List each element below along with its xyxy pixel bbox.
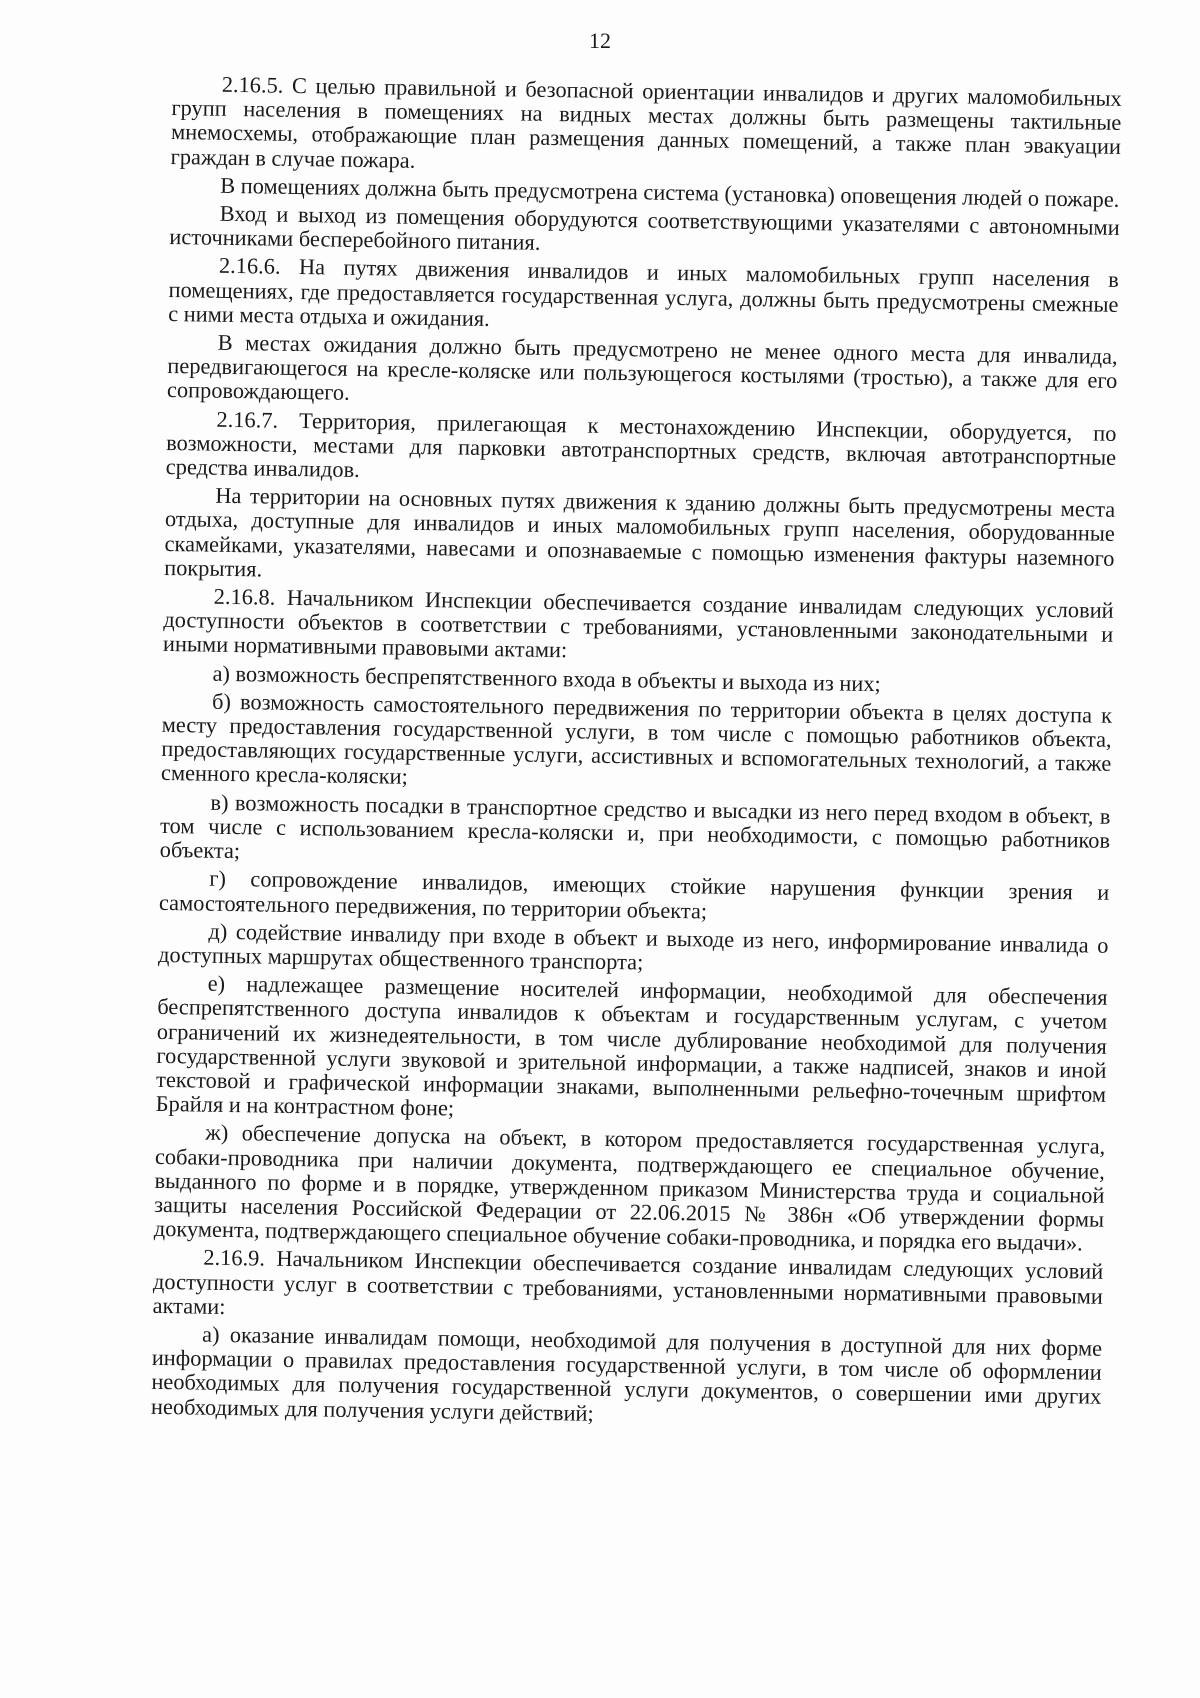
list-item-a-services: а) оказание инвалидам помощи, необходимой для получения в доступной для них форме информации о правилах предоставления государственной услуги, в том числе об оформлении необходимых для получения государственной услуги документов, о совершении ими других необходимых для получения услуги действий; bbox=[150, 1321, 1103, 1426]
list-item-d: д) содействие инвалиду при входе в объект и выходе из него, информирование инвалида о доступных маршрутах общественного транспорта; bbox=[157, 918, 1109, 975]
paragraph-2-16-9: 2.16.9. Начальником Инспекции обеспечивается создание инвалидам следующих условий доступности услуг в соответствии с требованиями, установленными нормативными правовыми актами: bbox=[152, 1244, 1104, 1319]
list-item-zh: ж) обеспечение допуска на объект, в котором предоставляется государственная услуга, собаки-проводника при наличии документа, подтверждающего ее специальное обучение, выданного по форме и в порядке, утвержденном приказом Министерства труда и социальной защиты населения Российской Федерации от 22.06.2015 № 386н «Об утверждении формы документа, подтверждающего специальное обучение собаки-проводника, и порядка его выдачи». bbox=[153, 1119, 1106, 1256]
paragraph-fire-alarm: В помещениях должна быть предусмотрена система (установка) оповещения людей о пожаре. bbox=[220, 172, 1120, 212]
list-item-b: б) возможность самостоятельного передвижения по территории объекта в целях доступа к месту предоставления государственной услуги, в том числе с помощью работников объекта, предоставляющих государственные услуги, ассистивных и вспомогательных технологий, а также сменного кресла-коляски; bbox=[160, 688, 1113, 790]
list-item-g: г) сопровождение инвалидов, имеющих стойкие нарушения функции зрения и самостоятельного передвижения, по территории объекта; bbox=[158, 865, 1110, 924]
page-number: 12 bbox=[589, 28, 611, 53]
paragraph-entrance-exit: Вход и выход из помещения оборудуются соответствующими указателями с автономными источниками бесперебойного питания. bbox=[169, 200, 1120, 256]
document-body bbox=[151, 72, 1122, 1438]
paragraph-territory: На территории на основных путях движения к зданию должны быть предусмотрены места отдыха, доступные для инвалидов и иных маломобильных групп населения, оборудованные скамейками, указателями, навесами и опознаваемые с помощью изменения фактуры наземного покрытия. bbox=[164, 482, 1116, 582]
paragraph-waiting-places: В местах ожидания должно быть предусмотрено не менее одного места для инвалида, передвигающегося на кресле-коляске или пользующегося костылями (тростью), а также для его сопровождающего. bbox=[166, 329, 1118, 406]
list-item-a: а) возможность беспрепятственного входа в объекты и выхода из них; bbox=[212, 660, 881, 696]
paragraph-2-16-6: 2.16.6. На путях движения инвалидов и иных маломобильных групп населения в помещениях, где предоставляется государственная услуга, должны быть предусмотрены смежные с ними места отдыха и ожидания. bbox=[168, 253, 1120, 331]
paragraph-2-16-8: 2.16.8. Начальником Инспекции обеспечивается создание инвалидам следующих условий доступности объектов в соответствии с требованиями, установленными законодательными и иными нормативными правовыми актами: bbox=[162, 583, 1114, 663]
paragraph-2-16-5: 2.16.5. С целью правильной и безопасной ориентации инвалидов и других маломобильных групп населения в помещениях на видных местах должны быть размещены тактильные мнемосхемы, отображающие план размещения данных помещений, а также план эвакуации граждан в случае пожара. bbox=[170, 71, 1122, 173]
paragraph-2-16-7: 2.16.7. Территория, прилегающая к местонахождению Инспекции, оборудуется, по возможности, местами для парковки автотранспортных средств, включая автотранспортные средства инвалидов. bbox=[165, 406, 1117, 483]
list-item-e: е) надлежащее размещение носителей информации, необходимой для обеспечения беспрепятственного доступа инвалидов к объектам и государственным услугам, с учетом ограничений их жизнедеятельности, в том числе дублирование необходимой для получения государственной услуги звуковой и зрительной информации, а также надписей, знаков и иной текстовой и графической информации знаками, выполненными рельефно-точечным шрифтом Брайля и на контрастном фоне; bbox=[155, 970, 1108, 1121]
list-item-v: в) возможность посадки в транспортное средство и высадки из него перед входом в объект, в том числе с использованием кресла-коляски и, при необходимости, с помощью работников объекта; bbox=[159, 789, 1111, 864]
